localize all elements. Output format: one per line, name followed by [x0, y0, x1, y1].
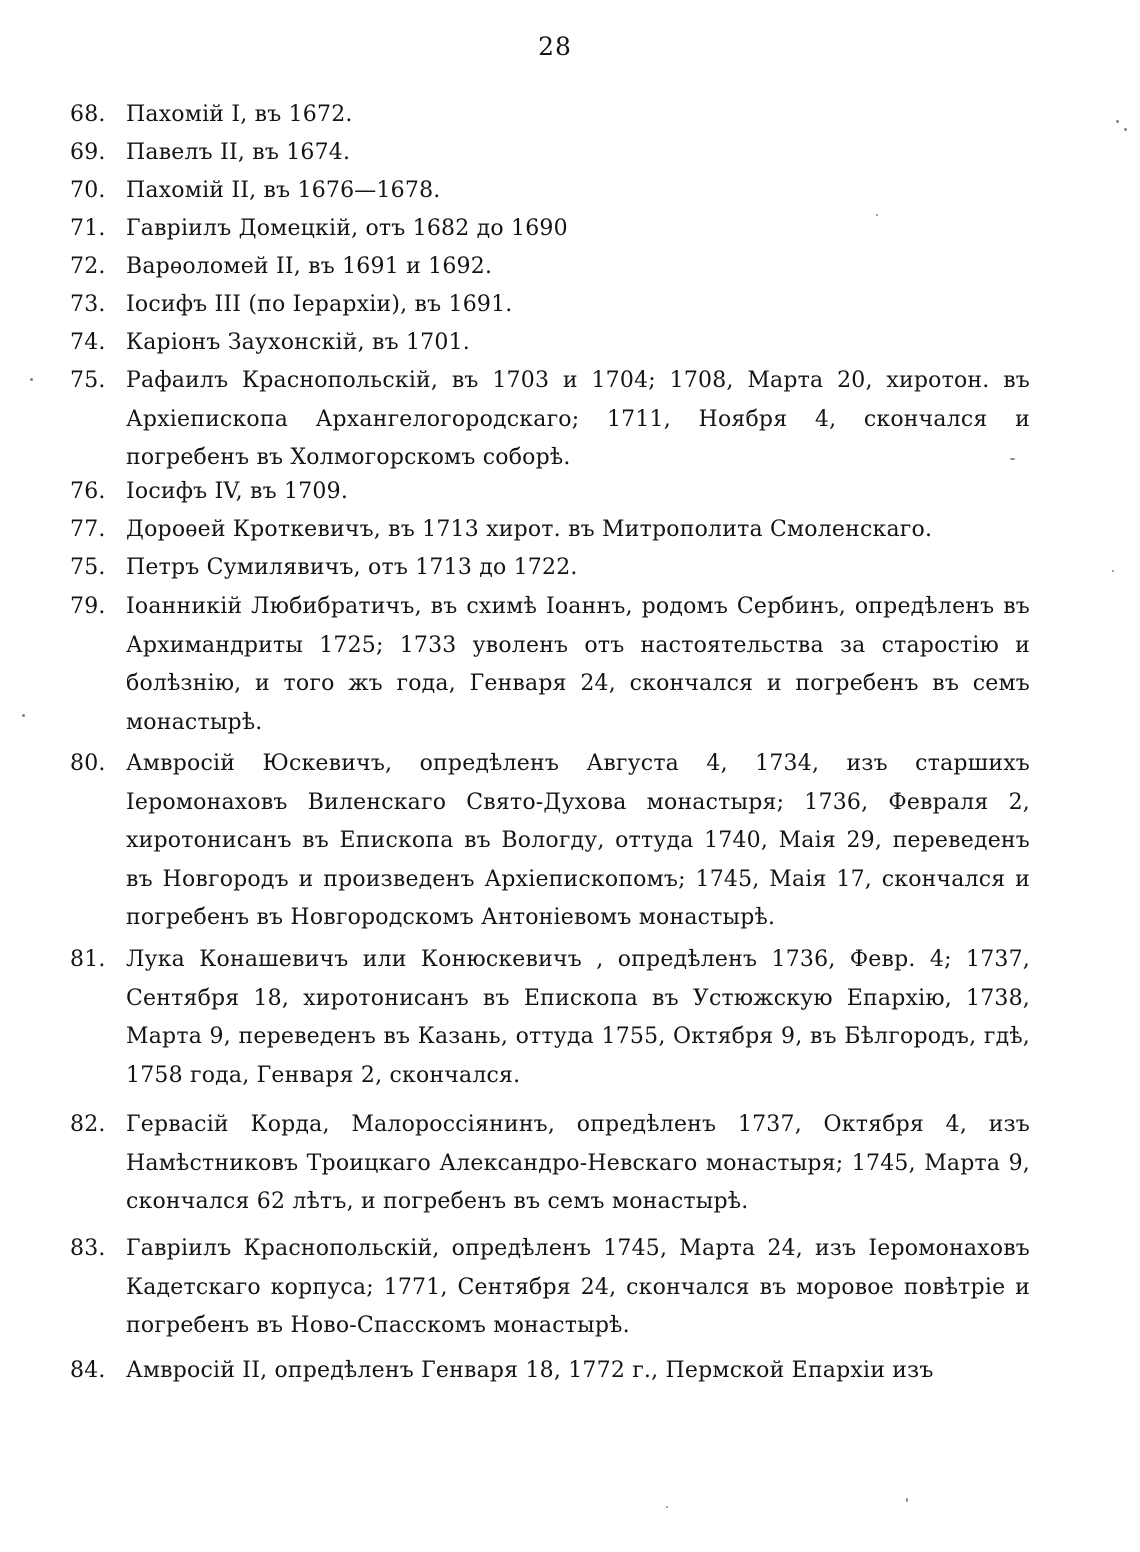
entry-number: 83. [70, 1236, 106, 1261]
entry-number: 69. [70, 140, 106, 165]
scan-speck [22, 714, 25, 717]
entry-number: 77. [70, 517, 106, 542]
entry-text: Гавріилъ Краснопольскій, опредѣленъ 1745, Марта 24, изъ Іеромонаховъ Кадетскаго корпуса; 1771, Сентября 24, скончался въ моровое повѣтріе и погребенъ въ Ново-Спасскомъ монастырѣ. [126, 1236, 1030, 1338]
entry-text: Павелъ II, въ 1674. [126, 140, 351, 165]
list-item [70, 134, 1030, 173]
list-item [70, 1230, 1030, 1346]
list-item [70, 511, 1030, 550]
scan-speck [30, 378, 33, 381]
entry-text: Пахомій II, въ 1676—1678. [126, 178, 441, 203]
scan-speck [1112, 570, 1114, 572]
entry-text: Іосифъ IV, въ 1709. [126, 479, 349, 504]
scan-speck [906, 1498, 908, 1502]
entry-text: Гервасій Корда, Малороссіянинъ, опредѣленъ 1737, Октября 4, изъ Намѣстниковъ Троицкаго Александро-Невскаго монастыря; 1745, Марта 9, скончался 62 лѣтъ, и погребенъ въ семъ монастырѣ. [126, 1112, 1030, 1214]
scan-speck [666, 1506, 668, 1508]
list-item [70, 745, 1030, 938]
entry-number: 75. [70, 555, 106, 580]
entry-text: Пахомій I, въ 1672. [126, 102, 353, 127]
entry-number: 84. [70, 1358, 106, 1383]
entry-number: 82. [70, 1112, 106, 1137]
entry-text: Амвросій II, опредѣленъ Генваря 18, 1772 г., Пермской Епархіи изъ [126, 1358, 934, 1383]
entry-number: 74. [70, 330, 106, 355]
entry-text: Амвросій Юскевичъ, опредѣленъ Августа 4, 1734, изъ старшихъ Іеромонаховъ Виленскаго Свято-Духова монастыря; 1736, Февраля 2, хиротонисанъ въ Епископа въ Вологду, оттуда 1740, Маія 29, переведенъ въ Новгородъ и произведенъ Архіепископомъ; 1745, Маія 17, скончался и погребенъ въ Новгородскомъ Антоніевомъ монастырѣ. [126, 751, 1030, 930]
scan-speck [1124, 128, 1127, 131]
scan-speck [1010, 458, 1015, 460]
entry-text: Варѳоломей II, въ 1691 и 1692. [126, 254, 493, 279]
list-item [70, 549, 1030, 588]
entry-text: Іосифъ III (по Іерархіи), въ 1691. [126, 292, 513, 317]
entry-number: 73. [70, 292, 106, 317]
list-item [70, 286, 1030, 325]
list-item [70, 210, 1030, 249]
entry-text: Рафаилъ Краснопольскій, въ 1703 и 1704; 1708, Марта 20, хиротон. въ Архіепископа Архангелогородскаго; 1711, Ноября 4, скончался и погребенъ въ Холмогорскомъ соборѣ. [126, 368, 1030, 470]
list-item [70, 172, 1030, 211]
entry-number: 81. [70, 947, 106, 972]
entry-text: Дороѳей Кроткевичъ, въ 1713 хирот. въ Митрополита Смоленскаго. [126, 517, 933, 542]
list-item [70, 1106, 1030, 1222]
entry-number: 80. [70, 751, 106, 776]
entry-text: Петръ Сумилявичъ, отъ 1713 до 1722. [126, 555, 578, 580]
entry-text: Каріонъ Заухонскій, въ 1701. [126, 330, 470, 355]
list-item [70, 941, 1030, 1095]
entry-number: 76. [70, 479, 106, 504]
entry-text: Гавріилъ Домецкій, отъ 1682 до 1690 [126, 216, 568, 241]
scan-speck [1116, 120, 1119, 123]
list-item [70, 1352, 1030, 1391]
list-item [70, 324, 1030, 363]
entry-number: 70. [70, 178, 106, 203]
entry-number: 71. [70, 216, 106, 241]
list-item [70, 588, 1030, 742]
list-item [70, 248, 1030, 287]
list-item [70, 362, 1030, 478]
entry-number: 79. [70, 594, 106, 619]
entry-text: Лука Конашевичъ или Конюскевичъ , опредѣленъ 1736, Февр. 4; 1737, Сентября 18, хиротонисанъ въ Епископа въ Устюжскую Епархію, 1738, Марта 9, переведенъ въ Казань, оттуда 1755, Октября 9, въ Бѣлгородъ, гдѣ, 1758 года, Генваря 2, скончался. [126, 947, 1030, 1088]
entry-number: 72. [70, 254, 106, 279]
entry-number: 68. [70, 102, 106, 127]
entry-text: Іоанникій Любибратичъ, въ схимѣ Іоаннъ, родомъ Сербинъ, опредѣленъ въ Архимандриты 1725; 1733 уволенъ отъ настоятельства за старостію и болѣзнію, и того жъ года, Генваря 24, скончался и погребенъ въ семъ монастырѣ. [126, 594, 1030, 735]
list-item [70, 96, 1030, 135]
page-number: 28 [538, 32, 572, 61]
entry-number: 75. [70, 368, 106, 393]
scan-speck [876, 214, 878, 216]
list-item [70, 473, 1030, 512]
